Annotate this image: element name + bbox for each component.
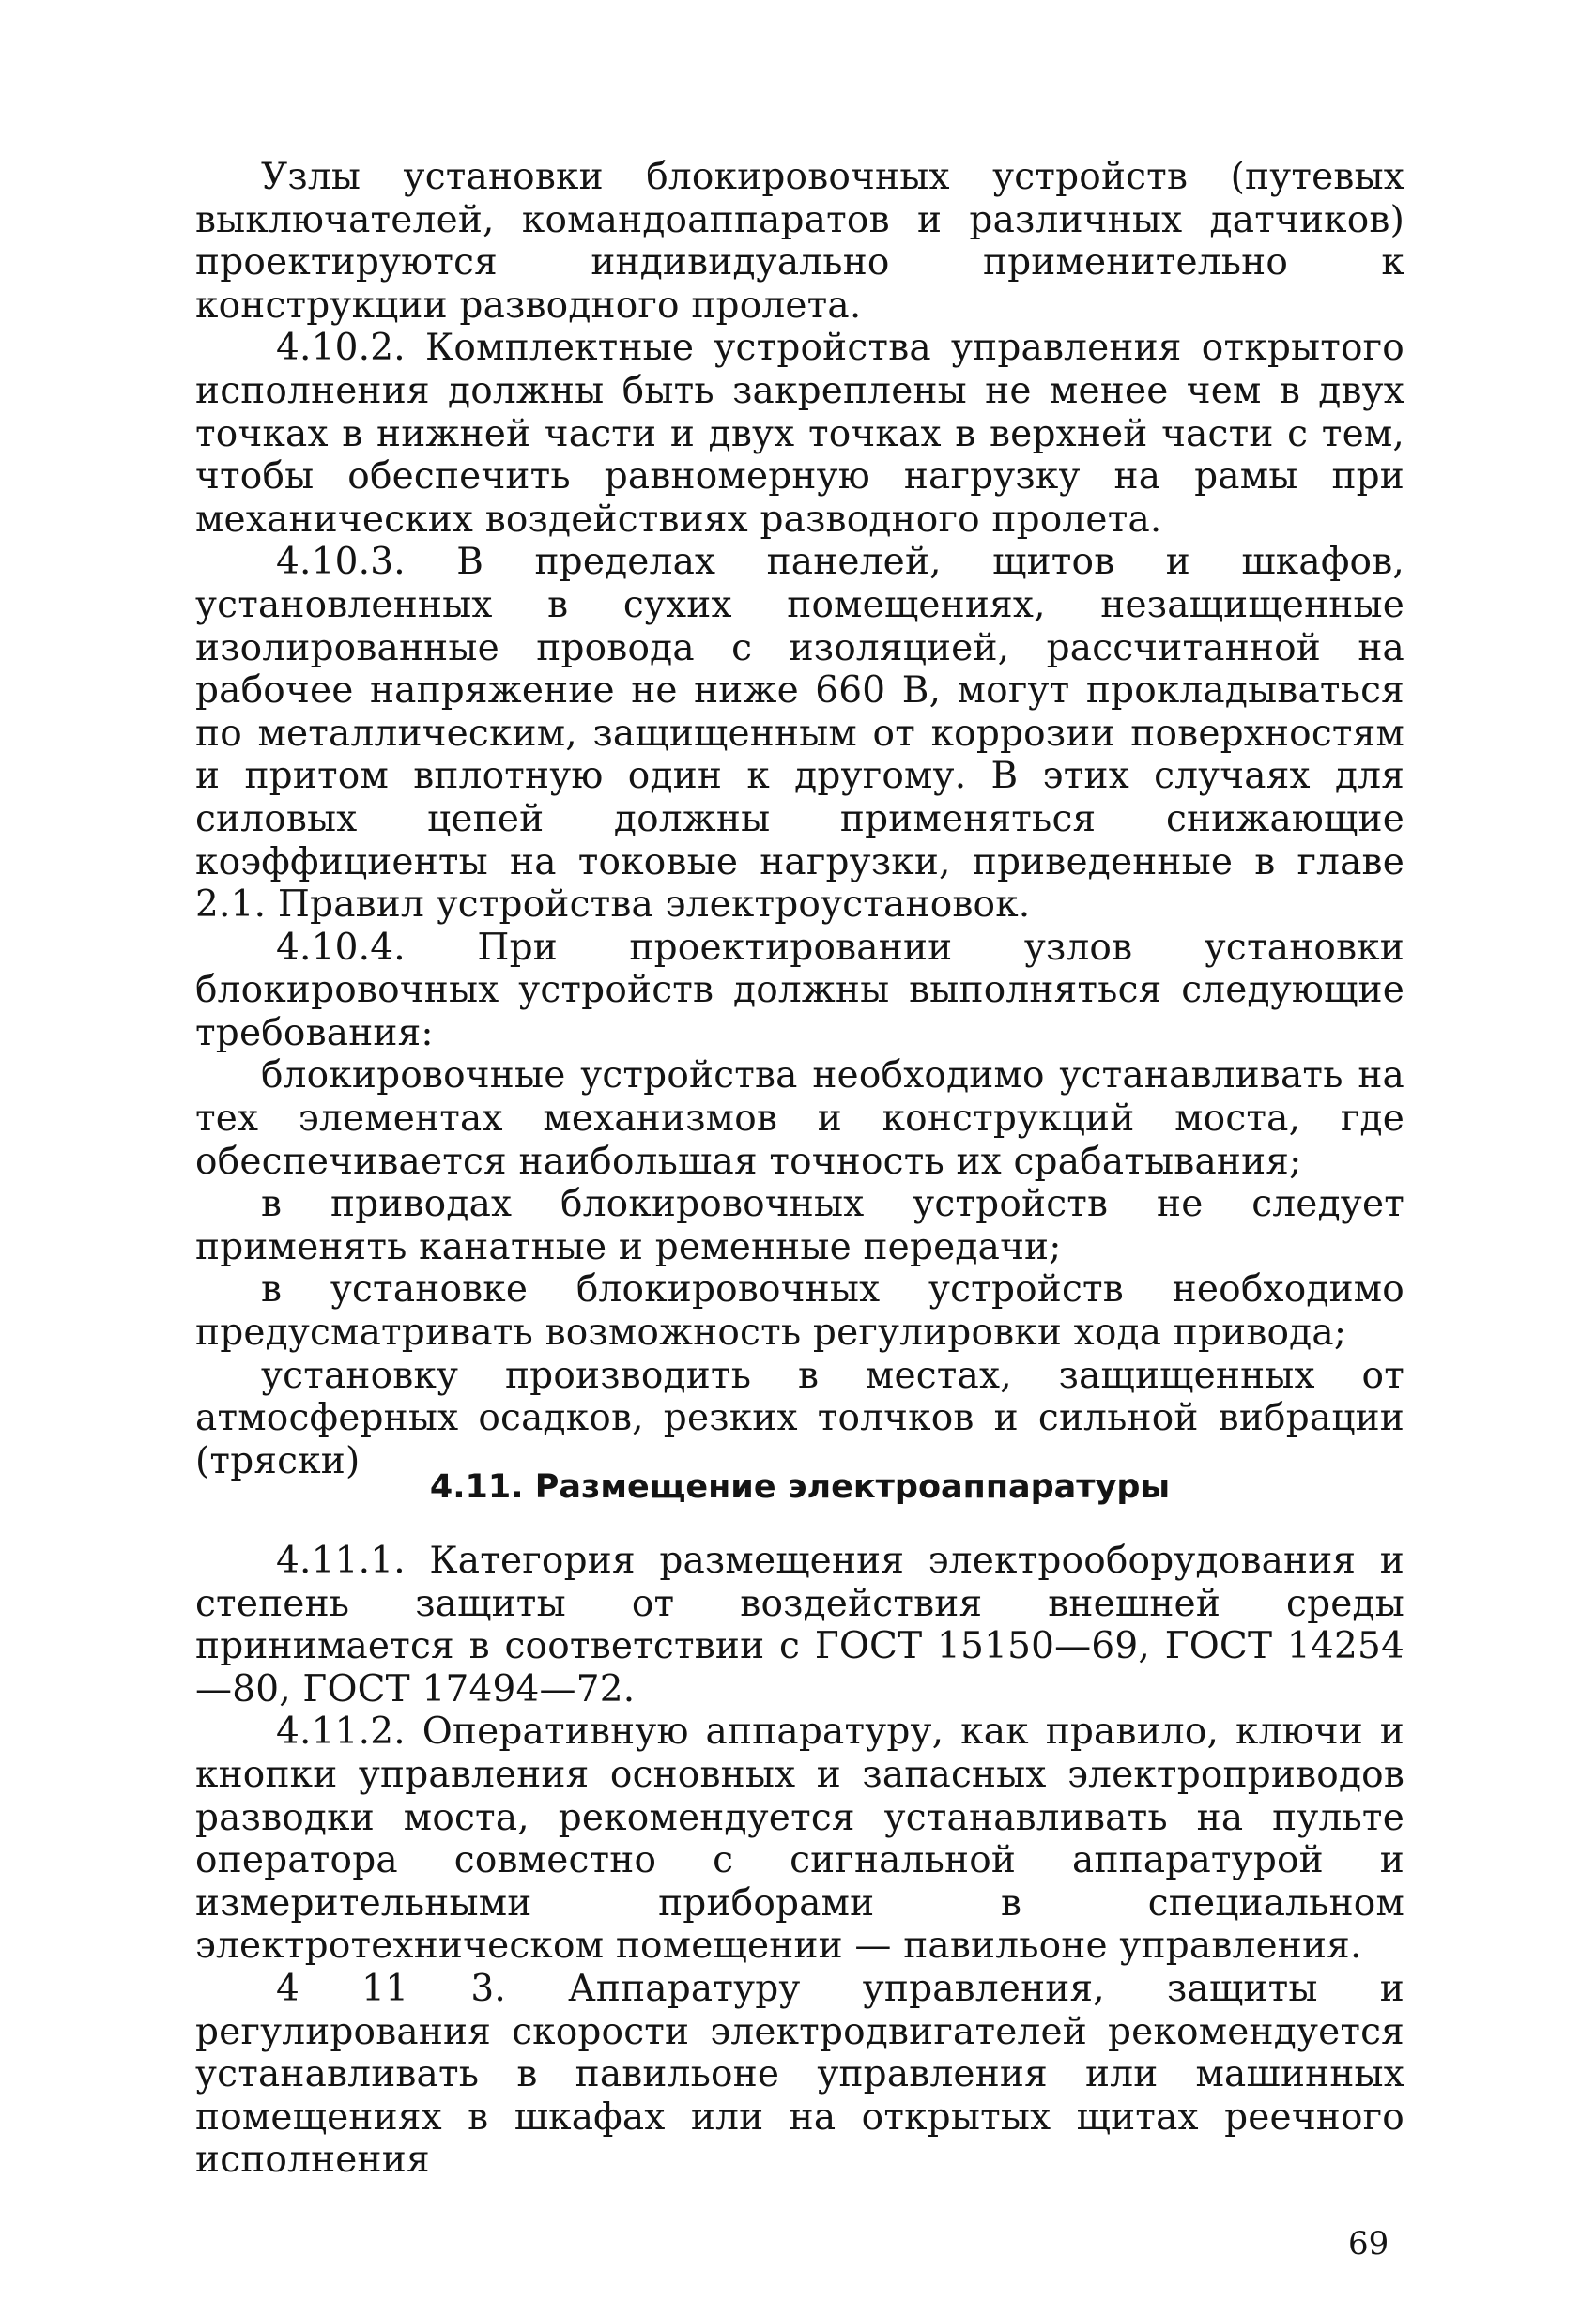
section-4-11-body [195, 1540, 1404, 2182]
requirement-item: установку производить в местах, защищенных от атмосферных осадков, резких толчков и сильной вибрации (тряски) [195, 1354, 1404, 1482]
paragraph-4-11-1: 4.11.1. Категория размещения электрооборудования и степень защиты от воздействия внешней среды принимается в соответствии с ГОСТ 15150—69, ГОСТ 14254—80, ГОСТ 17494—72. [195, 1540, 1404, 1711]
section-4-10-body [195, 156, 1404, 1482]
requirement-item: в установке блокировочных устройств необходимо предусматривать возможность регулировки хода привода; [195, 1268, 1404, 1355]
paragraph-4-10-4: 4.10.4. При проектировании узлов установки блокировочных устройств должны выполняться следующие требования: [195, 926, 1404, 1054]
paragraph-4-10-3: 4.10.3. В пределах панелей, щитов и шкафов, установленных в сухих помещениях, незащищенные изолированные провода с изоляцией, рассчитанной на рабочее напряжение не ниже 660 В, могут прокладываться по металлическим, защищенным от коррозии поверхностям и притом вплотную один к другому. В этих случаях для силовых цепей должны применяться снижающие коэффициенты на токовые нагрузки, приведенные в главе 2.1. Правил устройства электроустановок. [195, 541, 1404, 927]
requirement-item: блокировочные устройства необходимо устанавливать на тех элементах механизмов и конструкций моста, где обеспечивается наибольшая точность их срабатывания; [195, 1054, 1404, 1183]
paragraph-continuation: Узлы установки блокировочных устройств (путевых выключателей, командоаппаратов и различных датчиков) проектируются индивидуально применительно к конструкции разводного пролета. [195, 156, 1404, 327]
paragraph-4-11-2: 4.11.2. Оперативную аппаратуру, как правило, ключи и кнопки управления основных и запасных электроприводов разводки моста, рекомендуется устанавливать на пульте оператора совместно с сигнальной аппаратурой и измерительными приборами в специальном электротехническом помещении — павильоне управления. [195, 1711, 1404, 1968]
paragraph-4-11-3: 4 11 3. Аппаратуру управления, защиты и регулирования скорости электродвигателей рекомендуется устанавливать в павильоне управления или машинных помещениях в шкафах или на открытых щитах реечного исполнения [195, 1967, 1404, 2182]
requirement-item: в приводах блокировочных устройств не следует применять канатные и ременные передачи; [195, 1183, 1404, 1268]
page-number: 69 [1348, 2225, 1389, 2263]
section-heading-4-11: 4.11. Размещение электроаппаратуры [429, 1468, 1171, 1506]
paragraph-4-10-2: 4.10.2. Комплектные устройства управления открытого исполнения должны быть закреплены не менее чем в двух точках в нижней части и двух точках в верхней части с тем, чтобы обеспечить равномерную нагрузку на рамы при механических воздействиях разводного пролета. [195, 327, 1404, 541]
